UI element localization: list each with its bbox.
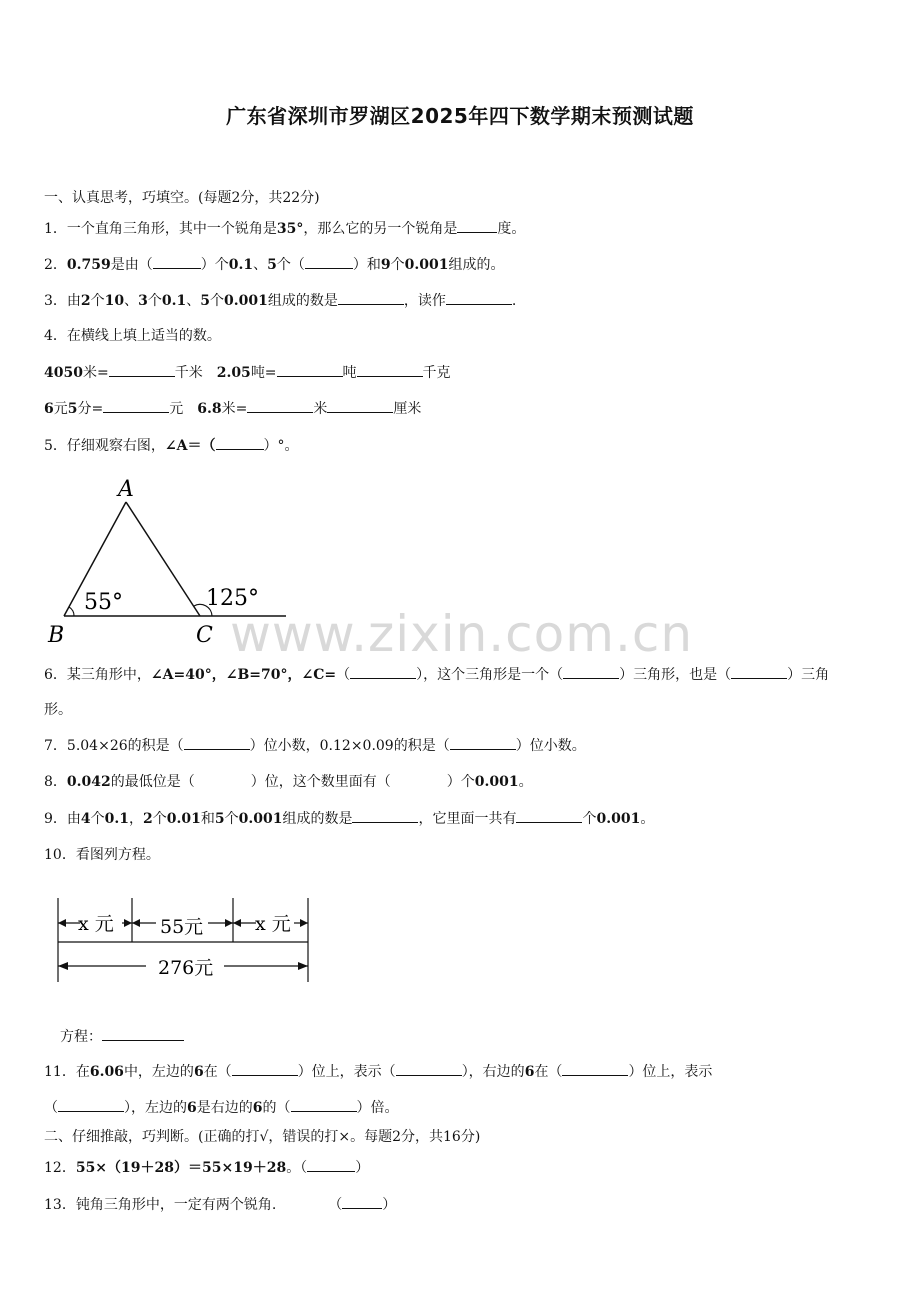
q3-t9: . bbox=[511, 293, 517, 309]
q11-v2: 6 bbox=[193, 1064, 204, 1080]
q4-t7: 分= bbox=[77, 401, 104, 417]
q2-value-3: 5 bbox=[267, 257, 277, 273]
q2-text-4: ）和 bbox=[352, 257, 381, 273]
watermark: www.zixin.com.cn bbox=[230, 605, 694, 663]
q3-t2: 个 bbox=[90, 293, 105, 309]
q9-blank-2[interactable] bbox=[516, 808, 582, 823]
equation-line bbox=[60, 1026, 184, 1047]
q6-t5: ）三角 bbox=[787, 667, 830, 683]
q11-t8: （ bbox=[44, 1100, 58, 1116]
q12-expr: 55×（19＋28）＝55×19＋28 bbox=[75, 1160, 287, 1176]
q9-v4: 0.01 bbox=[166, 811, 201, 827]
q3-t8: ，读作 bbox=[403, 293, 446, 309]
q3-v2: 10 bbox=[104, 293, 125, 309]
question-8 bbox=[44, 772, 533, 792]
question-3 bbox=[44, 290, 516, 311]
q8-t5: 。 bbox=[518, 774, 533, 790]
segment-3-label: x 元 bbox=[255, 913, 291, 935]
q4-v2: 2.05 bbox=[216, 365, 251, 381]
q3-text: 3．由 bbox=[44, 293, 81, 309]
q5-t2: ）°。 bbox=[263, 438, 299, 454]
q4-blank-3[interactable] bbox=[357, 362, 423, 377]
q12-t3: ） bbox=[355, 1160, 370, 1176]
q1-text-2: ，那么它的另一个锐角是 bbox=[303, 221, 458, 237]
arrow-1-head-right bbox=[124, 919, 132, 927]
q6-blank-1[interactable] bbox=[350, 664, 416, 679]
q9-t8: ，它里面一共有 bbox=[418, 811, 517, 827]
q11-v3: 6 bbox=[524, 1064, 535, 1080]
q11-t3: 在（ bbox=[203, 1064, 232, 1080]
q4-v5: 6.8 bbox=[197, 401, 222, 417]
q3-v6: 0.001 bbox=[224, 293, 268, 309]
q2-text-5: 个 bbox=[390, 257, 405, 273]
q4-t8: 元 bbox=[169, 401, 184, 417]
q7-t3: ）位小数， bbox=[249, 738, 320, 754]
q7-t5: ）位小数。 bbox=[515, 738, 586, 754]
q6-blank-2[interactable] bbox=[563, 664, 619, 679]
q9-t7: 组成的数是 bbox=[282, 811, 353, 827]
question-11 bbox=[44, 1061, 712, 1082]
q4-v4: 5 bbox=[67, 401, 78, 417]
q3-t3: 、 bbox=[124, 293, 139, 309]
q3-t7: 组成的数是 bbox=[267, 293, 338, 309]
q8-number: 8． bbox=[44, 774, 67, 790]
q3-t6: 个 bbox=[210, 293, 225, 309]
q11-t11: 的（ bbox=[262, 1100, 291, 1116]
question-4-line-2 bbox=[44, 398, 421, 419]
q4-t4: 吨 bbox=[342, 365, 357, 381]
q4-v1: 4050 bbox=[44, 365, 83, 381]
q11-blank-4[interactable] bbox=[58, 1097, 124, 1112]
question-5 bbox=[44, 435, 299, 456]
q2-text-6: 组成的。 bbox=[448, 257, 505, 273]
q4-t1: 米= bbox=[82, 365, 109, 381]
q12-number: 12． bbox=[44, 1160, 76, 1176]
arrow-2-head-left bbox=[132, 919, 140, 927]
q3-v1: 2 bbox=[80, 293, 91, 309]
q9-t2: 个 bbox=[90, 811, 105, 827]
q9-v3: 2 bbox=[143, 811, 153, 827]
q6-angles: ∠A=40°，∠B=70°，∠C= bbox=[150, 667, 337, 683]
q9-v7: 0.001 bbox=[596, 811, 641, 827]
q9-v6: 0.001 bbox=[238, 811, 283, 827]
q5-blank[interactable] bbox=[216, 435, 264, 450]
q6-t4: ）三角形，也是（ bbox=[619, 667, 732, 683]
q5-text: 5．仔细观察右图， bbox=[44, 438, 165, 454]
q7-number: 7． bbox=[44, 738, 67, 754]
q12-t2: 。（ bbox=[286, 1160, 308, 1176]
q3-v5: 5 bbox=[200, 293, 211, 309]
q6-t2: （ bbox=[336, 667, 351, 683]
q9-t10: 。 bbox=[640, 811, 655, 827]
q11-blank-3[interactable] bbox=[562, 1061, 628, 1076]
angle-b-arc bbox=[69, 607, 74, 616]
section-1-heading: 一、认真思考，巧填空。(每题2分，共22分) bbox=[44, 190, 320, 206]
q13-t2: （ bbox=[328, 1197, 343, 1213]
q2-text-2: ）个 bbox=[200, 257, 229, 273]
q11-blank-2[interactable] bbox=[396, 1061, 462, 1076]
segment-1-label: x 元 bbox=[78, 913, 114, 935]
q2-blank-1[interactable] bbox=[153, 254, 201, 269]
angle-b-label: 55° bbox=[84, 590, 123, 615]
q4-t11: 厘米 bbox=[393, 401, 422, 417]
q8-t3: ）位，这个数里面有（ bbox=[250, 774, 391, 790]
q9-t9: 个 bbox=[582, 811, 597, 827]
q3-blank-1[interactable] bbox=[338, 290, 404, 305]
q4-t5: 千克 bbox=[422, 365, 451, 381]
q13-t3: ） bbox=[382, 1197, 397, 1213]
q9-v5: 5 bbox=[214, 811, 225, 827]
segment-2-label: 55元 bbox=[160, 916, 204, 938]
q8-t4: ）个 bbox=[446, 774, 475, 790]
question-10: 10．看图列方程。 bbox=[44, 847, 160, 863]
q1-text-3: 度。 bbox=[497, 221, 526, 237]
q11-t9: ），左边的 bbox=[124, 1100, 187, 1116]
q11-t2: 中，左边的 bbox=[123, 1064, 194, 1080]
q8-value-2: 0.001 bbox=[474, 774, 519, 790]
total-label: 276元 bbox=[158, 957, 214, 979]
q1-angle: 35° bbox=[276, 221, 304, 237]
question-2 bbox=[44, 254, 504, 275]
section-2-heading: 二、仔细推敲，巧判断。(正确的打√，错误的打×。每题2分，共16分) bbox=[44, 1129, 481, 1145]
label-a: A bbox=[118, 477, 134, 502]
triangle-figure bbox=[40, 470, 300, 650]
q9-v1: 4 bbox=[80, 811, 91, 827]
q2-blank-2[interactable] bbox=[305, 254, 353, 269]
q3-v3: 3 bbox=[138, 293, 148, 309]
q6-text: 6．某三角形中， bbox=[44, 667, 151, 683]
q11-blank-5[interactable] bbox=[291, 1097, 357, 1112]
q2-text-3: 个（ bbox=[276, 257, 305, 273]
q4-blank-4[interactable] bbox=[103, 398, 169, 413]
q9-v2: 0.1 bbox=[104, 811, 130, 827]
q3-blank-2[interactable] bbox=[446, 290, 512, 305]
q4-t3: 吨= bbox=[250, 365, 277, 381]
q3-v4: 0.1 bbox=[161, 293, 187, 309]
total-arrow-head-right bbox=[298, 962, 308, 970]
question-6 bbox=[44, 664, 829, 685]
question-4: 4．在横线上填上适当的数。 bbox=[44, 328, 221, 344]
q11-t10: 是右边的 bbox=[196, 1100, 253, 1116]
q11-t1: 11．在 bbox=[44, 1064, 90, 1080]
q4-t9: 米= bbox=[221, 401, 248, 417]
question-12 bbox=[44, 1157, 369, 1178]
q11-v1: 6.06 bbox=[89, 1064, 124, 1080]
equation-blank[interactable] bbox=[102, 1026, 184, 1041]
q4-v3: 6 bbox=[44, 401, 54, 417]
q9-t3: ， bbox=[129, 811, 144, 827]
label-b: B bbox=[48, 623, 65, 648]
q6-t3: ），这个三角形是一个（ bbox=[416, 667, 564, 683]
question-6-cont: 形。 bbox=[44, 702, 72, 718]
q4-blank-6[interactable] bbox=[327, 398, 393, 413]
q2-value-4: 9 bbox=[380, 257, 391, 273]
total-arrow-head-left bbox=[58, 962, 68, 970]
equation-label: 方程： bbox=[60, 1029, 102, 1045]
side-ac bbox=[126, 502, 200, 616]
q8-t2: 的最低位是（ bbox=[110, 774, 195, 790]
q9-blank-1[interactable] bbox=[352, 808, 418, 823]
q2-number: 2． bbox=[44, 257, 67, 273]
q6-blank-3[interactable] bbox=[731, 664, 787, 679]
q4-blank-2[interactable] bbox=[277, 362, 343, 377]
q4-blank-1[interactable] bbox=[109, 362, 175, 377]
q11-v4: 6 bbox=[187, 1100, 197, 1116]
q4-t2: 千米 bbox=[174, 365, 203, 381]
q3-t5: 、 bbox=[186, 293, 201, 309]
q11-t4: ）位上，表示（ bbox=[297, 1064, 396, 1080]
q5-angle: ∠A＝（ bbox=[164, 438, 216, 454]
q1-text: 1．一个直角三角形，其中一个锐角是 bbox=[44, 221, 277, 237]
q1-answer-blank[interactable] bbox=[457, 218, 497, 233]
q7-blank-1[interactable] bbox=[184, 735, 250, 750]
angle-c-label: 125° bbox=[206, 586, 259, 611]
arrow-2-head-right bbox=[225, 919, 233, 927]
q11-blank-1[interactable] bbox=[232, 1061, 298, 1076]
q9-t4: 个 bbox=[152, 811, 167, 827]
question-4-line-1 bbox=[44, 362, 451, 383]
line-segment-figure bbox=[50, 896, 320, 992]
q12-judge-blank[interactable] bbox=[307, 1157, 355, 1172]
question-7 bbox=[44, 735, 586, 756]
q3-t4: 个 bbox=[147, 293, 162, 309]
q7-expr-1: 5.04×26 bbox=[66, 738, 128, 754]
q2-value-5: 0.001 bbox=[404, 257, 449, 273]
q11-v5: 6 bbox=[252, 1100, 263, 1116]
q2-value-2: 0.1 bbox=[228, 257, 254, 273]
q13-judge-blank[interactable] bbox=[342, 1194, 382, 1209]
q7-t2: 的积是（ bbox=[127, 738, 184, 754]
q9-t1: 9．由 bbox=[44, 811, 81, 827]
q4-t10: 米 bbox=[313, 401, 328, 417]
q11-t7: ）位上，表示 bbox=[628, 1064, 713, 1080]
q7-blank-2[interactable] bbox=[450, 735, 516, 750]
q13-text: 13．钝角三角形中，一定有两个锐角. bbox=[44, 1197, 277, 1213]
q2-text: 是由（ bbox=[110, 257, 153, 273]
q2-value: 0.759 bbox=[66, 257, 111, 273]
q9-t6: 个 bbox=[224, 811, 239, 827]
q11-t5: ），右边的 bbox=[461, 1064, 525, 1080]
q9-t5: 和 bbox=[200, 811, 215, 827]
q7-expr-2: 0.12×0.09 bbox=[319, 738, 394, 754]
q8-value: 0.042 bbox=[66, 774, 111, 790]
arrow-3-head-left bbox=[233, 919, 241, 927]
q4-blank-5[interactable] bbox=[247, 398, 313, 413]
q11-t6: 在（ bbox=[534, 1064, 563, 1080]
arrow-1-head-left bbox=[58, 919, 66, 927]
q11-t12: ）倍。 bbox=[356, 1100, 399, 1116]
label-c: C bbox=[196, 623, 213, 648]
question-9 bbox=[44, 808, 654, 829]
question-13 bbox=[44, 1194, 396, 1215]
q2-sep: 、 bbox=[253, 257, 268, 273]
q4-t6: 元 bbox=[53, 401, 68, 417]
arrow-3-head-right bbox=[300, 919, 308, 927]
page-title: 广东省深圳市罗湖区2025年四下数学期末预测试题 bbox=[226, 104, 694, 128]
question-1 bbox=[44, 218, 525, 239]
q7-t4: 的积是（ bbox=[393, 738, 450, 754]
question-11-cont bbox=[44, 1097, 399, 1118]
